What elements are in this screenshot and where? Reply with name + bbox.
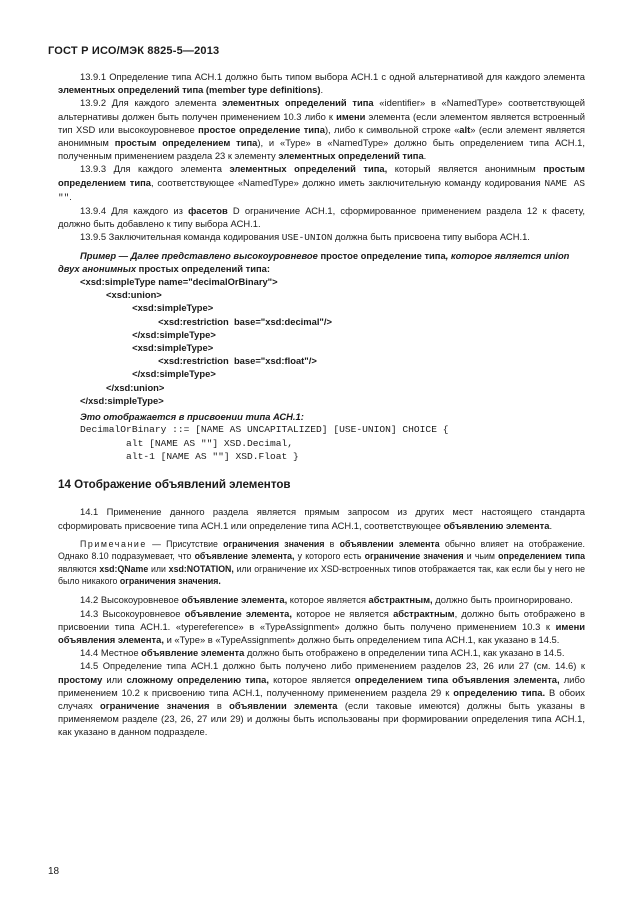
page-header: ГОСТ Р ИСО/МЭК 8825-5—2013 xyxy=(48,45,220,57)
paragraph-14-3: 14.3 Высокоуровневое объявление элемента, которое не являeтся абстрактным, должно быть отображено в присвоении типа АСН.1. «typereference» в «TypeAssignment» должно быть получено применением 10.3 к имени объявления элемента, и «Type» в «TypeAssignment» должно быть определением типа АСН.1, как указано в 14.5. xyxy=(58,607,585,646)
asn-code-block xyxy=(58,410,585,463)
section-14-title: 14 Отображение объявлений элементов xyxy=(58,478,291,492)
paragraph-14-1: 14.1 Применение данного раздела является прямым запросом из других мест настоящего стандарта сформировать присвоение типа АСН.1 или определение типа АСН.1, соответствующее объявлению элемента. xyxy=(58,506,585,531)
paragraph-13-9-4: 13.9.4 Для каждого из фасетов D ограничение АСН.1, сформированное применением раздела 12 к фасету, должно быть добавлено к типу выбора АСН.1. xyxy=(58,205,585,230)
note-paragraph: Примечание — Присутствие ограничения значения в объявлении элемента обычно влияет на отображение. Однако 8.10 подразумевает, что объявление элемента, у которого есть ограничение значения и чьим определением типа являются xsd:QName или xsd:NOTATION, или ограничение их XSD-встроенных типов отображается так, как если бы у него не было никакого ограничения значения. xyxy=(58,538,586,586)
page-body xyxy=(58,70,585,739)
paragraph-14-4: 14.4 Местное объявление элемента должно быть отображено в определении типа АСН.1, как указано в 14.5. xyxy=(80,647,565,659)
paragraph-14-5: 14.5 Определение типа АСН.1 должно быть получено либо применением разделов 23, 26 или 27 (см. 14.6) к простому или сложному определению типа, которое является определением типа объявления элемента, либо применением 10.2 к присвоению типа АСН.1, полученному применением раздела 29 к определению типа. В обоих случаях ограничение значения в объявлении элемента (если таковые имеются) должны быть указаны в применяемом разделе (23, 26, 27 или 29) и должны быть использованы при формировании определения типа АСН.1, как указано в данном подразделе. xyxy=(58,660,586,738)
note-label: Примечание xyxy=(80,538,147,549)
example-intro: Пример — Далее представлено высокоуровневое простое определение типа, которое является union двух анонимных простых определений типа: xyxy=(58,249,570,274)
paragraph-13-9-5: 13.9.5 Заключительная команда кодирования USE-UNION должна быть присвоена типу выбора АСН.1. xyxy=(80,231,530,244)
mapping-caption: Это отображается в присвоении типа АСН.1: xyxy=(80,411,304,423)
xsd-line: </xsd:simpleType> xyxy=(80,368,216,380)
xsd-line: <xsd:simpleType name="decimalOrBinary"> xyxy=(80,276,278,288)
xsd-line: </xsd:union> xyxy=(80,381,165,393)
xsd-line: <xsd:restriction base="xsd:decimal"/> xyxy=(80,315,332,327)
xsd-line: </xsd:simpleType> xyxy=(80,328,216,340)
xsd-line: <xsd:union> xyxy=(80,289,162,301)
xsd-line: <xsd:simpleType> xyxy=(80,302,214,314)
xsd-code-block xyxy=(58,275,585,407)
xsd-line: </xsd:simpleType> xyxy=(80,394,164,406)
asn-line: alt [NAME AS ""] XSD.Decimal, xyxy=(80,437,294,449)
paragraph-13-9-2: 13.9.2 Для каждого элемента элементных определений типа «identifier» в «NamedType» соответствующей альтернативы должен быть получен применением 10.3 либо к имени элемента (если элементом является встроенный тип XSD или высокоуровневое простое определение типа), либо к символьной строке «alt» (если элемент является анонимным простым определением типа), и «Type» в «NamedType» должно быть определением типа АСН.1, полученным применением раздела 23 к элементу элементных определений типа. xyxy=(58,97,586,162)
xsd-line: <xsd:restriction base="xsd:float"/> xyxy=(80,355,317,367)
asn-line: alt-1 [NAME AS ""] XSD.Float } xyxy=(80,450,299,462)
page-number: 18 xyxy=(48,866,60,877)
paragraph-13-9-1: 13.9.1 Определение типа АСН.1 должно быть типом выбора АСН.1 с одной альтернативой для каждого элемента элементных определений типа (member type definitions). xyxy=(58,71,585,96)
paragraph-13-9-3: 13.9.3 Для каждого элемента элементных определений типа, который является анонимным простым определением типа, соответствующее «NamedType» должно иметь заключительную команду кодирования NAME AS "". xyxy=(58,163,585,203)
asn-line: DecimalOrBinary ::= [NAME AS UNCAPITALIZED] [USE-UNION] CHOICE { xyxy=(80,424,449,436)
xsd-line: <xsd:simpleType> xyxy=(80,342,214,354)
paragraph-14-2: 14.2 Высокоуровневое объявление элемента, которое является абстрактным, должно быть проигнорировано. xyxy=(80,594,573,606)
